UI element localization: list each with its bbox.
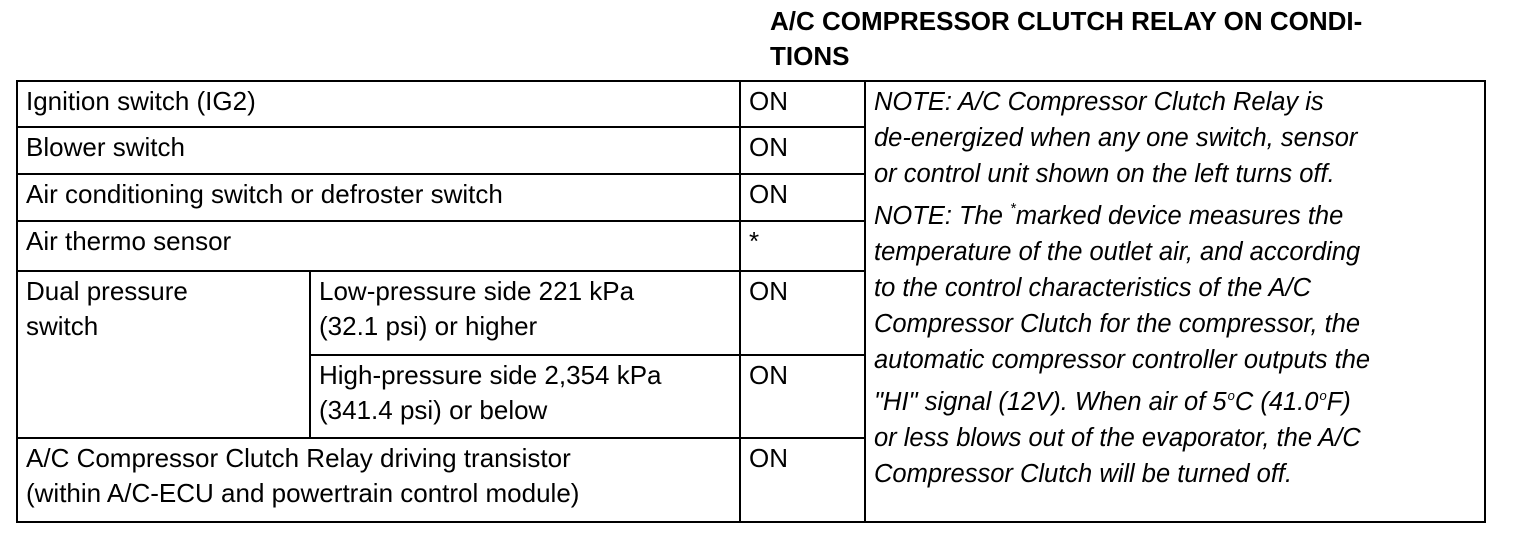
table-row <box>17 81 1485 127</box>
condition-cell: Ignition switch (IG2) <box>17 81 740 127</box>
note-2-line: or less blows out of the evaporator, the A/C <box>874 424 1361 452</box>
note-2-text: "HI" signal (12V). When air of 5 <box>874 388 1227 416</box>
dual-pressure-label-cell <box>17 271 310 438</box>
dual-pressure-label: switch <box>26 311 99 341</box>
high-pressure-line: (341.4 psi) or below <box>319 395 548 425</box>
condition-cell: Air thermo sensor <box>17 221 740 271</box>
transistor-line: (within A/C-ECU and powertrain control module) <box>26 478 580 508</box>
low-pressure-line: (32.1 psi) or higher <box>319 311 538 341</box>
note-2-line: to the control characteristics of the A/C <box>874 274 1311 302</box>
condition-cell: Air conditioning switch or defroster switch <box>17 174 740 221</box>
section-title <box>770 4 1490 74</box>
condition-cell: Blower switch <box>17 127 740 174</box>
state-cell: ON <box>740 127 865 174</box>
conditions-table <box>16 80 1486 523</box>
note-2-text: F) <box>1326 388 1351 416</box>
state-cell: ON <box>740 271 865 355</box>
degree-symbol: o <box>1227 388 1235 403</box>
note-2-line: temperature of the outlet air, and according <box>874 238 1361 266</box>
high-pressure-line: High-pressure side 2,354 kPa <box>319 360 662 390</box>
low-pressure-line: Low-pressure side 221 kPa <box>319 276 635 306</box>
asterisk-marker: * <box>1010 200 1016 217</box>
condition-cell <box>310 271 740 355</box>
note-2-line: automatic compressor controller outputs the <box>874 346 1371 374</box>
transistor-line: A/C Compressor Clutch Relay driving transistor <box>26 443 571 473</box>
note-2-text: C (41.0 <box>1234 388 1319 416</box>
notes-cell <box>865 81 1485 522</box>
condition-cell <box>17 438 740 522</box>
state-cell: * <box>740 221 865 271</box>
state-cell: ON <box>740 438 865 522</box>
condition-cell <box>310 355 740 438</box>
note-1-line: NOTE: A/C Compressor Clutch Relay is <box>874 88 1324 116</box>
note-1-line: de-energized when any one switch, sensor <box>874 124 1358 152</box>
section-title-line-2: TIONS <box>770 41 850 71</box>
note-2-text: NOTE: The <box>874 202 1011 230</box>
note-2-line: Compressor Clutch will be turned off. <box>874 460 1293 488</box>
section-title-line-1: A/C COMPRESSOR CLUTCH RELAY ON CONDI- <box>770 6 1363 36</box>
state-cell: ON <box>740 81 865 127</box>
note-2-line: Compressor Clutch for the compressor, the <box>874 310 1361 338</box>
note-1-line: or control unit shown on the left turns off. <box>874 160 1335 188</box>
note-1 <box>874 84 1480 192</box>
state-cell: ON <box>740 174 865 221</box>
dual-pressure-label: Dual pressure <box>26 276 188 306</box>
degree-symbol: o <box>1319 388 1327 403</box>
note-2 <box>874 198 1480 492</box>
note-2-text: marked device measures the <box>1015 202 1344 230</box>
state-cell: ON <box>740 355 865 438</box>
